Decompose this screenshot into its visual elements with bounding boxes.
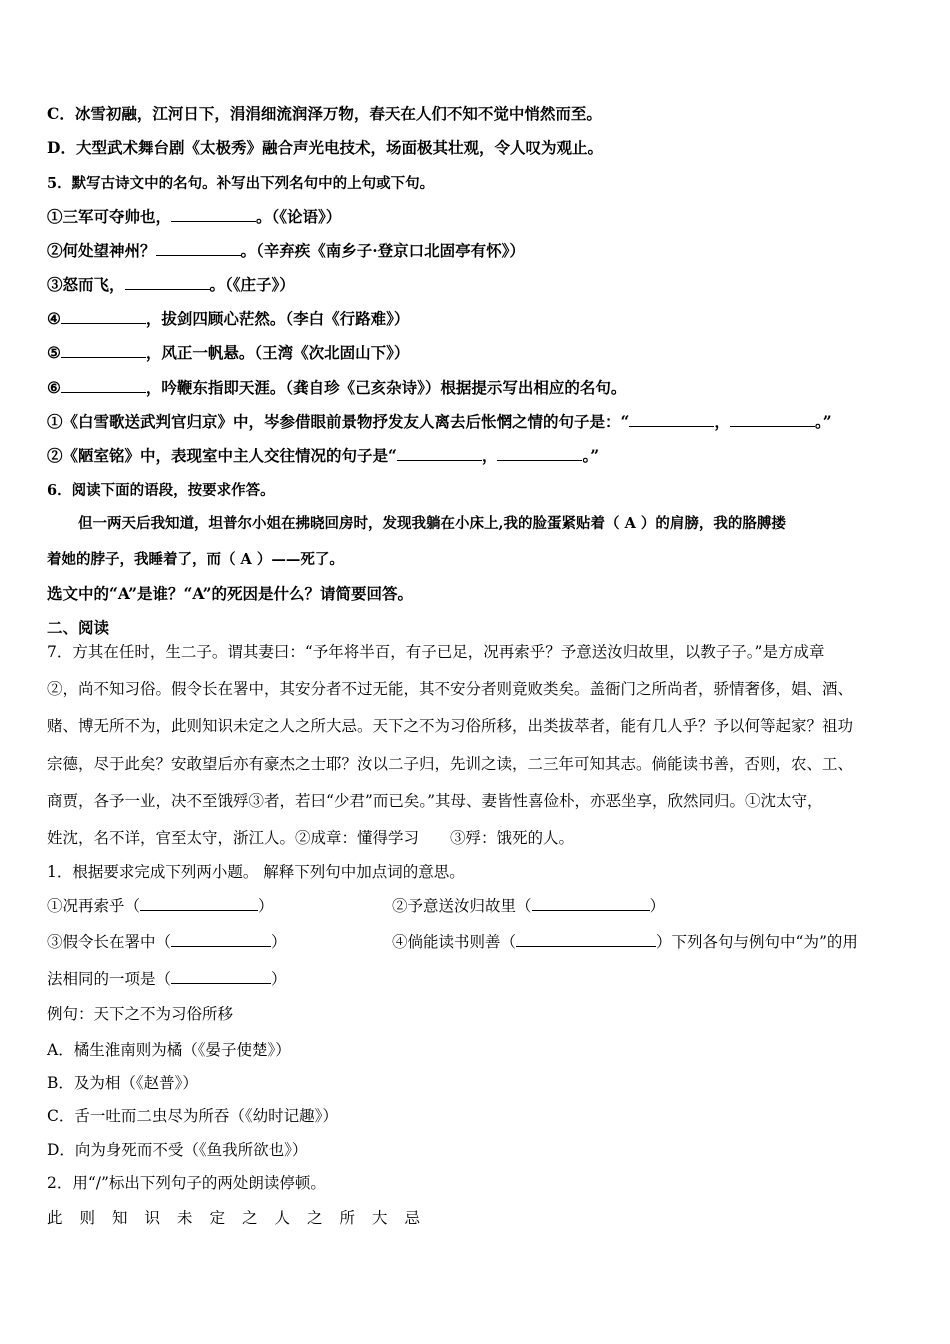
q7-passage-line: 宗德，尽于此矣？安敢望后亦有豪杰之士耶？汝以二子归，先训之读，二三年可知其志。倘能读书善，否则，农、工、 <box>47 755 854 773</box>
answer-blank[interactable] <box>140 896 258 911</box>
answer-blank[interactable] <box>730 412 815 427</box>
option-c: C．冰雪初融，江河日下，涓涓细流润泽万物，春天在人们不知不觉中悄然而至。 <box>47 104 602 123</box>
example-sentence: 例句：天下之不为习俗所移 <box>47 1005 234 1023</box>
q5-hint-2: ②《陋室铭》中，表现室中主人交往情况的句子是“ ， 。” <box>47 446 600 465</box>
answer-blank[interactable] <box>397 446 482 461</box>
q7-passage-line: 赌、博无所不为，此则知识未定之人之所大忌。天下之不为习俗所移，出类拔萃者，能有几人乎？予以何等起家？祖功 <box>47 717 854 735</box>
q5-hint-1: ①《白雪歌送武判官归京》中，岑参借眼前景物抒发友人离去后怅惘之情的句子是：“ ， 。” <box>47 412 832 431</box>
q7-sub1-title: 1．根据要求完成下列两小题。 解释下列句中加点词的意思。 <box>47 863 465 881</box>
word-item-3: ③假令长在署中（ ） <box>47 933 287 951</box>
answer-blank[interactable] <box>171 932 271 947</box>
q5-item-4: ④ ，拔剑四顾心茫然。（李白《行路难》） <box>47 309 410 328</box>
word-item-1: ①况再索乎（ ） <box>47 897 274 915</box>
answer-blank[interactable] <box>61 378 146 393</box>
q7-sub2-title: 2．用“/”标出下列句子的两处朗读停顿。 <box>47 1174 326 1192</box>
answer-blank[interactable] <box>629 412 714 427</box>
choice-a[interactable]: A．橘生淮南则为橘（《晏子使楚》） <box>47 1041 291 1059</box>
q5-title: 5．默写古诗文中的名句。补写出下列名句中的上句或下句。 <box>47 175 435 192</box>
answer-blank[interactable] <box>516 932 656 947</box>
answer-blank[interactable] <box>171 969 271 984</box>
q5-item-3: ③怒而飞， 。（《庄子》） <box>47 275 295 294</box>
q5-item-2: ②何处望神州？ 。（辛弃疾《南乡子·登京口北固亭有怀》） <box>47 241 525 260</box>
section-heading: 二、阅读 <box>47 618 110 637</box>
answer-blank[interactable] <box>171 207 256 222</box>
option-d: D．大型武术舞台剧《太极秀》融合声光电技术，场面极其壮观，令人叹为观止。 <box>47 138 603 157</box>
choice-d[interactable]: D．向为身死而不受（《鱼我所欲也》） <box>47 1141 308 1159</box>
q5-item-1: ①三军可夺帅也， 。（《论语》） <box>47 207 342 226</box>
answer-blank[interactable] <box>532 896 650 911</box>
q7-choice-prompt: 法相同的一项是（ ） <box>47 970 287 988</box>
q7-passage-line: 7．方其在任时，生二子。谓其妻曰：“予年将半百，有子已足，况再索乎？予意送汝归故里，以教子子。”是方成章 <box>47 643 825 661</box>
q7-passage-line: 商贾，各予一业，决不至饿殍③者，若曰“少君”而已矣。”其母、妻皆性喜俭朴，亦恶坐享，欣然同归。①沈太守， <box>47 792 823 810</box>
q6-passage-line-2: 着她的脖子，我睡着了，而（ A ）——死了。 <box>47 551 344 568</box>
q6-question: 选文中的“A”是谁？“A”的死因是什么？请简要回答。 <box>47 584 414 603</box>
q7-passage-line: ②，尚不知习俗。假令长在署中，其安分者不过无能，其不安分者则竟败类矣。盖衙门之所尚者，骄情奢侈，娼、酒、 <box>47 680 854 698</box>
answer-blank[interactable] <box>61 309 146 324</box>
answer-blank[interactable] <box>125 275 210 290</box>
q5-item-6: ⑥ ，吟鞭东指即天涯。（龚自珍《己亥杂诗》）根据提示写出相应的名句。 <box>47 378 627 397</box>
choice-b[interactable]: B．及为相（《赵普》） <box>47 1074 198 1092</box>
q6-title: 6．阅读下面的语段，按要求作答。 <box>47 482 275 499</box>
answer-blank[interactable] <box>156 241 241 256</box>
word-item-2: ②予意送汝归故里（ ） <box>392 897 666 915</box>
choice-c[interactable]: C．舌一吐而二虫尽为所吞（《幼时记趣》） <box>47 1107 338 1125</box>
q5-item-5: ⑤ ，风正一帆悬。（王湾《次北固山下》） <box>47 343 410 362</box>
word-item-4: ④倘能读书则善（ ）下列各句与例句中“为”的用 <box>392 933 858 951</box>
answer-blank[interactable] <box>497 446 582 461</box>
pause-sentence[interactable]: 此则知识未定之人之所大忌 <box>47 1209 438 1227</box>
q6-passage-line-1: 但一两天后我知道，坦普尔小姐在拂晓回房时，发现我躺在小床上,我的脸蛋紧贴着（ A ）的肩膀，我的胳膊搂 <box>78 515 786 532</box>
answer-blank[interactable] <box>61 343 146 358</box>
q7-passage-line: 姓沈，名不详，官至太守，浙江人。②成章：懂得学习 ③殍：饿死的人。 <box>47 829 575 847</box>
